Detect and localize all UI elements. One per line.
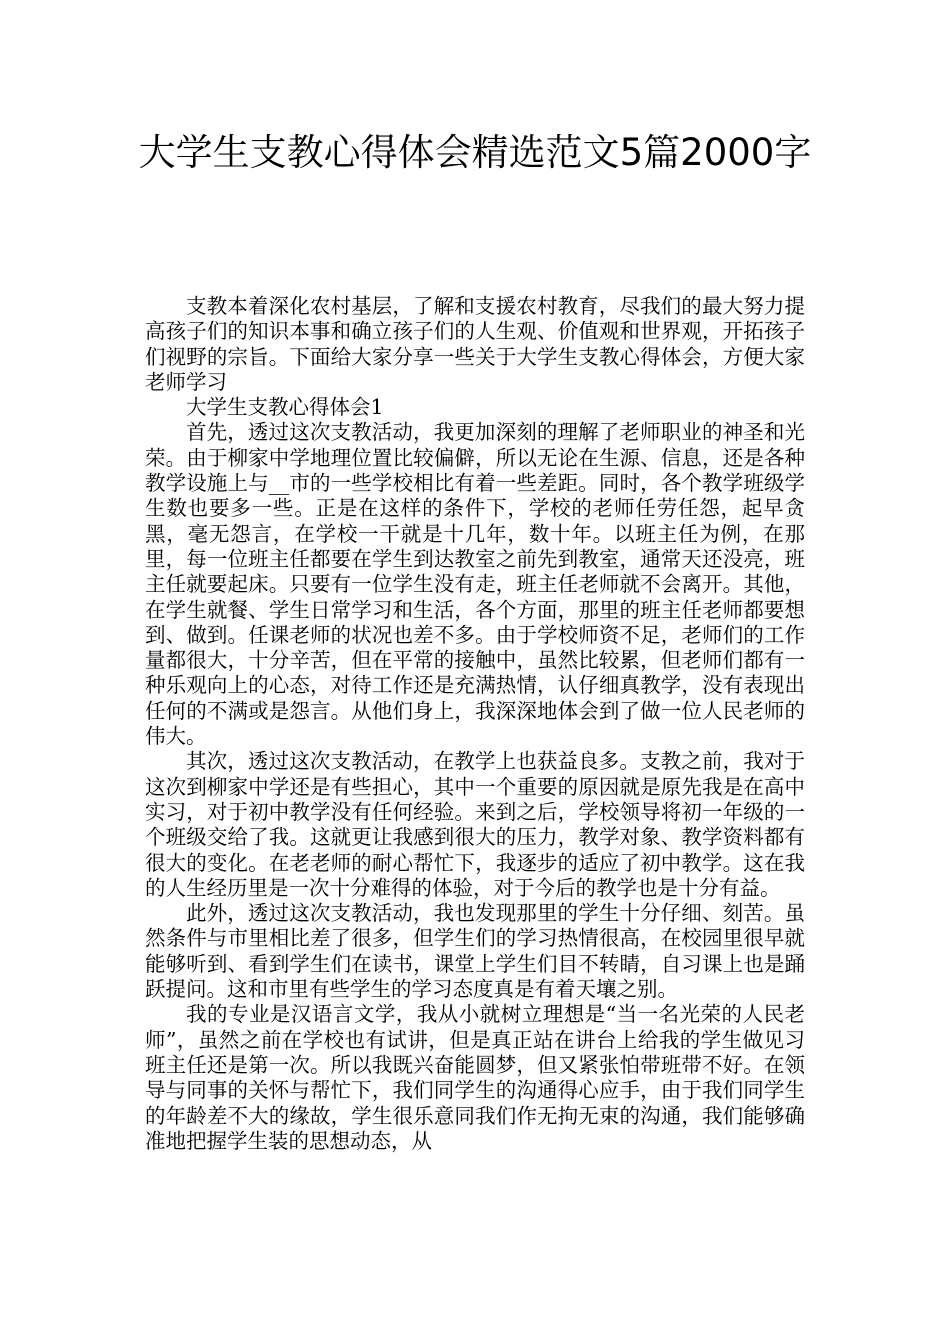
document-body — [145, 294, 805, 1154]
body-paragraph: 首先，透过这次支教活动，我更加深刻的理解了老师职业的神圣和光荣。由于柳家中学地理位置比较偏僻，所以无论在生源、信息，还是各种教学设施上与__市的一些学校相比有着一些差距。同时，各个教学班级学生数也要多一些。正是在这样的条件下，学校的老师任劳任怨，起早贪黑，毫无怨言，在学校一干就是十几年，数十年。以班主任为例，在那里，每一位班主任都要在学生到达教室之前先到教室，通常天还没亮，班主任就要起床。只要有一位学生没有走，班主任老师就不会离开。其他，在学生就餐、学生日常学习和生活，各个方面，那里的班主任老师都要想到、做到。任课老师的状况也差不多。由于学校师资不足，老师们的工作量都很大，十分辛苦，但在平常的接触中，虽然比较累，但老师们都有一种乐观向上的心态，对待工作还是充满热情，认仔细真教学，没有表现出任何的不满或是怨言。从他们身上，我深深地体会到了做一位人民老师的伟大。 — [145, 420, 805, 749]
body-paragraph: 我的专业是汉语言文学，我从小就树立理想是“当一名光荣的人民老师”，虽然之前在学校也有试讲，但是真正站在讲台上给我的学生做见习班主任还是第一次。所以我既兴奋能圆梦，但又紧张怕带班带不好。在领导与同事的关怀与帮忙下，我们同学生的沟通得心应手，由于我们同学生的年龄差不大的缘故，学生很乐意同我们作无拘无束的沟通，我们能够确准地把握学生装的思想动态，从 — [145, 1002, 805, 1153]
body-paragraph: 此外，透过这次支教活动，我也发现那里的学生十分仔细、刻苦。虽然条件与市里相比差了很多，但学生们的学习热情很高，在校园里很早就能够听到、看到学生们在读书，课堂上学生们目不转睛，自习课上也是踊跃提问。这和市里有些学生的学习态度真是有着天壤之别。 — [145, 901, 805, 1002]
section-heading: 大学生支教心得体会1 — [186, 395, 384, 420]
intro-paragraph: 支教本着深化农村基层，了解和支援农村教育，尽我们的最大努力提高孩子们的知识本事和确立孩子们的人生观、价值观和世界观，开拓孩子们视野的宗旨。下面给大家分享一些关于大学生支教心得体会，方便大家老师学习 — [145, 294, 805, 394]
document-title: 大学生支教心得体会精选范文5篇2000字 — [138, 131, 812, 174]
body-paragraph: 其次，透过这次支教活动，在教学上也获益良多。支教之前，我对于这次到柳家中学还是有些担心，其中一个重要的原因就是原先我是在高中实习，对于初中教学没有任何经验。来到之后，学校领导将初一年级的一个班级交给了我。这就更让我感到很大的压力，教学对象、教学资料都有很大的变化。在老老师的耐心帮忙下，我逐步的适应了初中教学。这在我的人生经历里是一次十分难得的体验，对于今后的教学也是十分有益。 — [145, 749, 805, 900]
